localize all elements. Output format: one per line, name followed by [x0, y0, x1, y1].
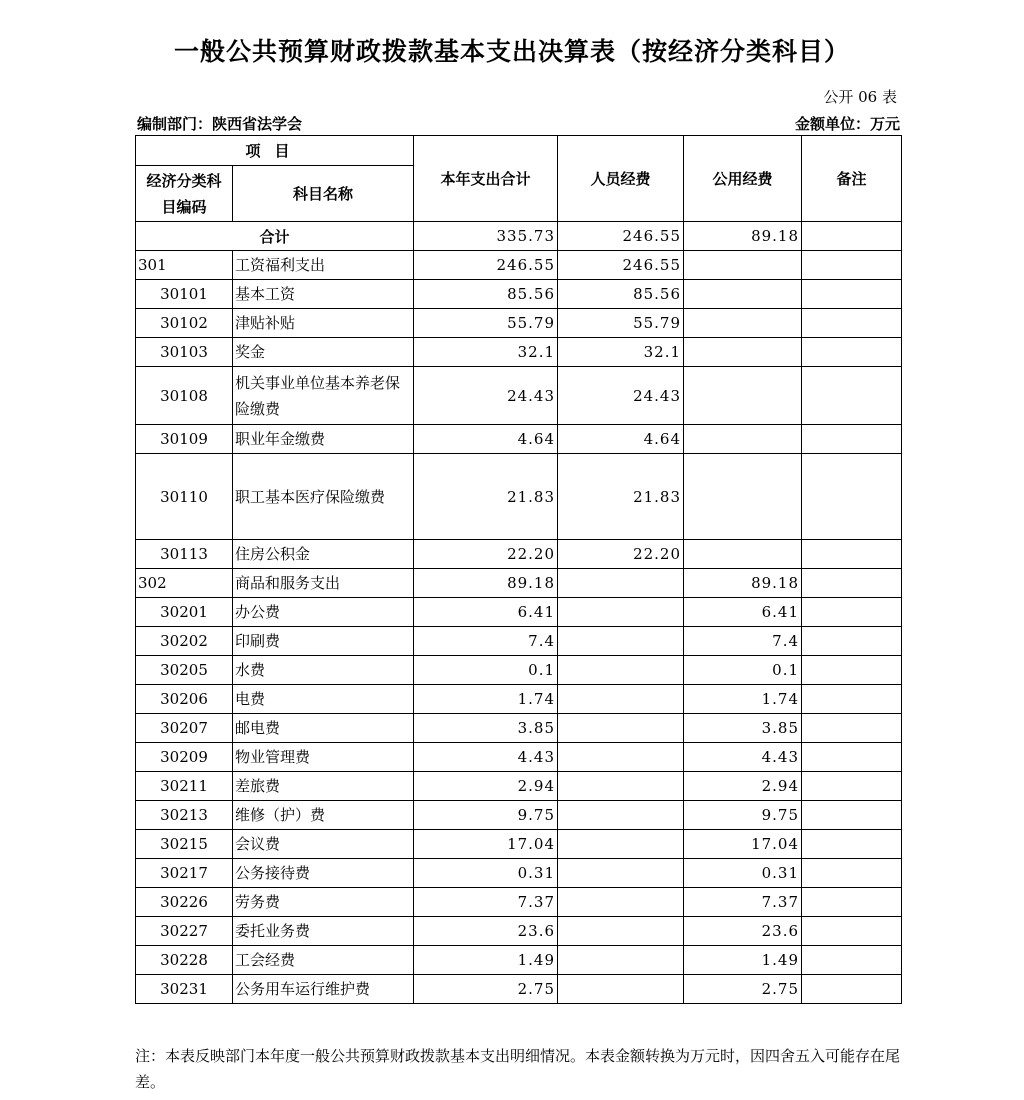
- table-row: [136, 251, 902, 280]
- row-name: 电费: [233, 685, 414, 714]
- row-name: 工资福利支出: [233, 251, 414, 280]
- table-row: [136, 714, 902, 743]
- table-row: [136, 425, 902, 454]
- table-row: [136, 309, 902, 338]
- header-code: [136, 166, 233, 222]
- table-row: [136, 338, 902, 367]
- row-remark: [802, 425, 902, 454]
- row-code: 302: [136, 569, 233, 598]
- total-row: [136, 222, 902, 251]
- row-public: 2.75: [684, 975, 802, 1004]
- row-code: 30228: [136, 946, 233, 975]
- row-code: 30201: [136, 598, 233, 627]
- row-remark: [802, 280, 902, 309]
- row-total: 32.1: [414, 338, 558, 367]
- table-row: [136, 627, 902, 656]
- row-name: 职业年金缴费: [233, 425, 414, 454]
- page-title: 一般公共预算财政拨款基本支出决算表（按经济分类科目）: [173, 37, 850, 66]
- row-remark: [802, 975, 902, 1004]
- row-personnel: [558, 598, 684, 627]
- row-total: 24.43: [414, 367, 558, 425]
- row-remark: [802, 367, 902, 425]
- row-total: 85.56: [414, 280, 558, 309]
- row-remark: [802, 627, 902, 656]
- row-public: 7.37: [684, 888, 802, 917]
- expenditure-table: [135, 135, 902, 1004]
- row-public: 3.85: [684, 714, 802, 743]
- row-code: 30108: [136, 367, 233, 425]
- header-item: 项目: [136, 136, 414, 166]
- row-name: 劳务费: [233, 888, 414, 917]
- row-remark: [802, 888, 902, 917]
- row-public: 23.6: [684, 917, 802, 946]
- header-name: 科目名称: [233, 166, 414, 222]
- header-personnel: 人员经费: [558, 136, 684, 222]
- department-label: 编制部门：陕西省法学会: [137, 115, 303, 133]
- row-public: 17.04: [684, 830, 802, 859]
- table-row: [136, 569, 902, 598]
- header-remark: 备注: [802, 136, 902, 222]
- form-number: 公开 06 表: [823, 88, 897, 106]
- row-public: 1.49: [684, 946, 802, 975]
- row-total: 6.41: [414, 598, 558, 627]
- row-remark: [802, 714, 902, 743]
- row-name: 工会经费: [233, 946, 414, 975]
- row-code: 30215: [136, 830, 233, 859]
- row-name: 委托业务费: [233, 917, 414, 946]
- row-total: 21.83: [414, 454, 558, 540]
- row-personnel: 24.43: [558, 367, 684, 425]
- row-total: 7.4: [414, 627, 558, 656]
- row-personnel: [558, 801, 684, 830]
- row-total: 1.49: [414, 946, 558, 975]
- row-public: 9.75: [684, 801, 802, 830]
- row-code: 30103: [136, 338, 233, 367]
- row-code: 30211: [136, 772, 233, 801]
- row-name: 会议费: [233, 830, 414, 859]
- row-personnel: 55.79: [558, 309, 684, 338]
- row-personnel: [558, 830, 684, 859]
- row-public: 7.4: [684, 627, 802, 656]
- row-public: 1.74: [684, 685, 802, 714]
- row-remark: [802, 685, 902, 714]
- row-code: 30206: [136, 685, 233, 714]
- row-total: 22.20: [414, 540, 558, 569]
- row-name: 住房公积金: [233, 540, 414, 569]
- row-remark: [802, 454, 902, 540]
- row-remark: [802, 743, 902, 772]
- row-total: 1.74: [414, 685, 558, 714]
- row-total: 7.37: [414, 888, 558, 917]
- row-total: 9.75: [414, 801, 558, 830]
- row-public: [684, 425, 802, 454]
- row-name: 基本工资: [233, 280, 414, 309]
- row-personnel: [558, 569, 684, 598]
- row-total: 0.31: [414, 859, 558, 888]
- row-total: 2.75: [414, 975, 558, 1004]
- row-code: 30213: [136, 801, 233, 830]
- row-public: 0.31: [684, 859, 802, 888]
- row-code: 30231: [136, 975, 233, 1004]
- row-personnel: 4.64: [558, 425, 684, 454]
- row-personnel: [558, 685, 684, 714]
- row-personnel: [558, 975, 684, 1004]
- row-name: 差旅费: [233, 772, 414, 801]
- row-code: 30102: [136, 309, 233, 338]
- total-amount: 335.73: [414, 222, 558, 251]
- row-code: 30109: [136, 425, 233, 454]
- row-personnel: [558, 888, 684, 917]
- table-row: [136, 888, 902, 917]
- row-remark: [802, 338, 902, 367]
- row-total: 55.79: [414, 309, 558, 338]
- table-row: [136, 685, 902, 714]
- row-code: 30205: [136, 656, 233, 685]
- row-remark: [802, 946, 902, 975]
- row-public: 6.41: [684, 598, 802, 627]
- row-remark: [802, 569, 902, 598]
- row-public: [684, 367, 802, 425]
- row-personnel: [558, 859, 684, 888]
- total-personnel: 246.55: [558, 222, 684, 251]
- table-row: [136, 830, 902, 859]
- table-row: [136, 280, 902, 309]
- row-personnel: [558, 743, 684, 772]
- row-name: 印刷费: [233, 627, 414, 656]
- row-remark: [802, 830, 902, 859]
- row-personnel: 22.20: [558, 540, 684, 569]
- row-total: 0.1: [414, 656, 558, 685]
- row-code: 301: [136, 251, 233, 280]
- row-public: [684, 454, 802, 540]
- header-public: 公用经费: [684, 136, 802, 222]
- row-name: 商品和服务支出: [233, 569, 414, 598]
- table-row: [136, 598, 902, 627]
- row-public: 2.94: [684, 772, 802, 801]
- row-personnel: [558, 656, 684, 685]
- row-total: 4.43: [414, 743, 558, 772]
- row-code: 30209: [136, 743, 233, 772]
- row-code: 30217: [136, 859, 233, 888]
- row-remark: [802, 598, 902, 627]
- row-personnel: [558, 772, 684, 801]
- row-remark: [802, 801, 902, 830]
- row-public: 89.18: [684, 569, 802, 598]
- row-total: 17.04: [414, 830, 558, 859]
- row-remark: [802, 251, 902, 280]
- table-row: [136, 859, 902, 888]
- row-public: 4.43: [684, 743, 802, 772]
- row-name: 邮电费: [233, 714, 414, 743]
- table-row: [136, 743, 902, 772]
- total-remark: [802, 222, 902, 251]
- row-personnel: 21.83: [558, 454, 684, 540]
- row-name: 公务用车运行维护费: [233, 975, 414, 1004]
- row-personnel: 85.56: [558, 280, 684, 309]
- row-name: 维修（护）费: [233, 801, 414, 830]
- table-row: [136, 917, 902, 946]
- row-code: 30202: [136, 627, 233, 656]
- row-total: 4.64: [414, 425, 558, 454]
- row-public: [684, 338, 802, 367]
- row-remark: [802, 309, 902, 338]
- footnote: 注：本表反映部门本年度一般公共预算财政拨款基本支出明细情况。本表金额转换为万元时，因四舍五入可能存在尾差。: [135, 1047, 901, 1091]
- row-name: 物业管理费: [233, 743, 414, 772]
- row-total: 89.18: [414, 569, 558, 598]
- row-personnel: [558, 714, 684, 743]
- row-remark: [802, 656, 902, 685]
- table-row: [136, 801, 902, 830]
- row-personnel: 32.1: [558, 338, 684, 367]
- row-code: 30207: [136, 714, 233, 743]
- table-row: [136, 656, 902, 685]
- row-remark: [802, 859, 902, 888]
- row-remark: [802, 540, 902, 569]
- total-label: 合计: [136, 222, 414, 251]
- table-row: [136, 946, 902, 975]
- total-public: 89.18: [684, 222, 802, 251]
- row-code: 30110: [136, 454, 233, 540]
- row-name: 公务接待费: [233, 859, 414, 888]
- row-public: [684, 280, 802, 309]
- row-remark: [802, 772, 902, 801]
- row-name: 津贴补贴: [233, 309, 414, 338]
- row-personnel: [558, 627, 684, 656]
- row-remark: [802, 917, 902, 946]
- row-code: 30101: [136, 280, 233, 309]
- header-total: 本年支出合计: [414, 136, 558, 222]
- row-total: 246.55: [414, 251, 558, 280]
- row-public: [684, 251, 802, 280]
- row-name: 办公费: [233, 598, 414, 627]
- row-public: 0.1: [684, 656, 802, 685]
- header-code-text: 经济分类科目编码: [146, 171, 222, 216]
- row-name: 机关事业单位基本养老保险缴费: [233, 367, 414, 425]
- row-name: 奖金: [233, 338, 414, 367]
- table-row: [136, 367, 902, 425]
- row-total: 2.94: [414, 772, 558, 801]
- row-personnel: [558, 946, 684, 975]
- row-public: [684, 540, 802, 569]
- row-name: 水费: [233, 656, 414, 685]
- row-code: 30227: [136, 917, 233, 946]
- table-row: [136, 975, 902, 1004]
- row-total: 3.85: [414, 714, 558, 743]
- row-personnel: [558, 917, 684, 946]
- table-row: [136, 540, 902, 569]
- row-total: 23.6: [414, 917, 558, 946]
- row-name: 职工基本医疗保险缴费: [233, 454, 414, 540]
- table-row: [136, 454, 902, 540]
- row-personnel: 246.55: [558, 251, 684, 280]
- table-row: [136, 772, 902, 801]
- row-public: [684, 309, 802, 338]
- unit-label: 金额单位：万元: [794, 115, 900, 133]
- row-code: 30113: [136, 540, 233, 569]
- row-code: 30226: [136, 888, 233, 917]
